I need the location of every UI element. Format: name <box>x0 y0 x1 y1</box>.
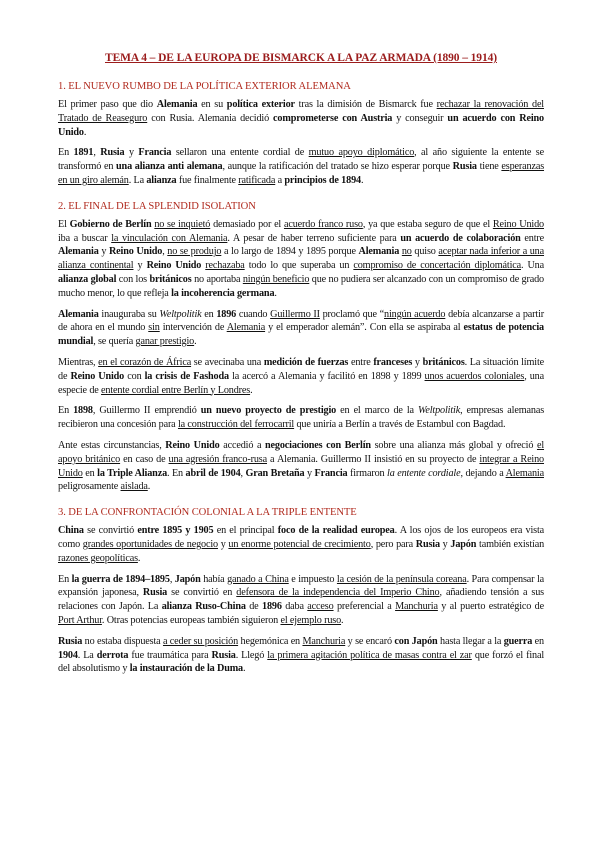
bold-text: Rusia <box>415 538 440 550</box>
text-run: preferencial a <box>333 601 396 613</box>
underlined-text: Alemania <box>226 322 266 334</box>
text-run: En <box>58 147 74 159</box>
text-run: entre <box>348 356 374 368</box>
text-run: a <box>275 174 285 186</box>
text-run: en <box>532 635 544 647</box>
bold-text: la crisis de Fashoda <box>144 370 229 382</box>
bold-text: Francia <box>314 467 348 479</box>
text-run: en <box>201 308 217 320</box>
text-run: , añadiendo tensión a sus relaciones con Japón. La <box>58 587 544 613</box>
underlined-text: ningún acuerdo <box>384 308 446 320</box>
bold-text: la instauración de la Duma <box>129 663 244 675</box>
bold-text: 1896 <box>216 308 237 320</box>
text-run: , <box>93 147 101 159</box>
bold-text: 1898 <box>73 405 93 417</box>
bold-text: con Japón <box>394 635 438 647</box>
text-run: tiene <box>476 161 502 173</box>
section-heading: 3. DE LA CONFRONTACIÓN COLONIAL A LA TRIPLE ENTENTE <box>58 507 357 519</box>
underlined-text: en el corazón de África <box>98 356 192 368</box>
text-run: . <box>243 663 246 675</box>
bold-text: la Triple Alianza <box>97 467 168 479</box>
bold-text: guerra <box>503 635 533 647</box>
text-run: . A los ojos de los europeos era vista como <box>58 525 545 550</box>
underlined-text: el ejemplo ruso <box>280 614 342 626</box>
text-run: en su <box>197 99 227 110</box>
text-run: cuando <box>236 308 271 320</box>
text-run: entre <box>520 232 544 244</box>
paragraph <box>58 573 544 628</box>
paragraph <box>58 98 544 139</box>
bold-text: 1891 <box>73 147 94 159</box>
bold-text: Alemania <box>156 99 198 110</box>
text-run: , empresas alemanas recibieron una concesión para <box>58 405 545 431</box>
bold-text: la guerra de 1894–1895 <box>71 573 170 585</box>
bold-text: principios de 1894 <box>284 174 361 186</box>
text-run: accedió a <box>219 439 265 451</box>
text-run: en <box>82 467 98 479</box>
text-run: que uniría a Berlín a través de Estambul con Bagdad. <box>294 419 506 431</box>
underlined-text: integrar a Reino Unido <box>58 453 545 479</box>
text-run: no aportaba <box>191 273 243 285</box>
text-run: , <box>162 246 168 258</box>
underlined-text: acuerdo franco ruso <box>283 218 363 230</box>
text-run: inauguraba su <box>98 308 160 320</box>
text-run: se convirtió en <box>167 587 237 599</box>
text-run: En <box>58 573 72 585</box>
text-run: . <box>341 614 344 626</box>
section-heading: 1. EL NUEVO RUMBO DE LA POLÍTICA EXTERIOR ALEMANA <box>58 81 351 92</box>
bold-text: Rusia <box>452 161 477 173</box>
text-run: daba <box>281 601 308 613</box>
italic-text: la entente cordiale <box>387 467 461 479</box>
text-run: tras la dimisión de Bismarck fue <box>294 99 437 110</box>
underlined-text: ratificada <box>238 174 276 186</box>
bold-text: Francia <box>138 147 172 159</box>
text-run: a lo largo de 1894 y 1895 porque <box>221 246 359 258</box>
paragraph <box>58 439 544 494</box>
text-run: no estaba dispuesta <box>82 635 163 647</box>
bold-text: Rusia <box>100 147 125 159</box>
bold-text: abril de 1904 <box>185 467 241 479</box>
bold-text: un acuerdo de colaboración <box>400 232 521 244</box>
underlined-text: Manchuria <box>395 601 438 613</box>
bold-text: medición de fuerzas <box>263 356 349 368</box>
italic-text: Weltpolitik <box>417 405 461 417</box>
text-run: proclamó que “ <box>319 308 384 320</box>
text-run: intervención de <box>159 322 227 334</box>
text-run: y conseguir <box>392 112 448 124</box>
bold-text: Reino Unido <box>165 439 220 451</box>
text-run: en el principal <box>213 525 278 537</box>
bold-text: Reino Unido <box>70 370 125 382</box>
underlined-text: el apoyo británico <box>58 439 545 465</box>
text-run: y <box>439 538 451 550</box>
text-run: de <box>245 601 262 613</box>
text-run: había <box>200 573 228 585</box>
bold-text: comprometerse con Austria <box>273 112 393 124</box>
text-run: todo lo que superaba un <box>244 260 354 272</box>
paragraph <box>58 404 544 432</box>
text-run: , <box>240 467 246 479</box>
bold-text: Japón <box>450 538 477 550</box>
text-run: , <box>169 573 175 585</box>
text-run: hasta llegar a la <box>437 635 504 647</box>
text-run: y al puerto estratégico de <box>437 601 544 613</box>
text-run: sobre una alianza más global y ofreció <box>370 439 537 451</box>
text-run: con <box>124 370 145 382</box>
text-run: . <box>83 126 87 138</box>
underlined-text: rechazaba <box>205 260 245 272</box>
underlined-text: no <box>401 246 412 258</box>
text-run: . Llegó <box>235 649 268 661</box>
text-run: El primer paso que dio <box>58 99 157 110</box>
text-run: fue traumática para <box>128 649 212 661</box>
sections-container <box>58 81 544 689</box>
text-run: la acercó a Alemania y facilitó en 1898 y 1899 <box>228 370 425 382</box>
text-run: y <box>133 260 147 272</box>
text-run: en caso de <box>120 453 169 465</box>
underlined-text: una agresión franco-rusa <box>168 453 267 465</box>
text-run: , aunque la ratificación del tratado se hizo esperar porque <box>222 161 453 173</box>
underlined-text: Reino Unido <box>492 218 544 230</box>
text-run: con los <box>116 273 150 285</box>
bold-text: Gobierno de Berlín <box>69 218 152 230</box>
text-run: En <box>58 405 74 417</box>
text-run: se avecinaba una <box>191 356 264 368</box>
text-run: , se quería <box>93 336 136 348</box>
bold-text: 1896 <box>262 601 282 613</box>
paragraph <box>58 635 544 676</box>
text-run: y el emperador alemán”. Con ella se aspiraba al <box>265 322 464 334</box>
text-run: . <box>274 287 277 299</box>
underlined-text: ningún beneficio <box>242 273 310 285</box>
bold-text: Rusia <box>142 587 168 599</box>
underlined-text: aceptar nada inferior a una alianza continental <box>58 246 545 272</box>
underlined-text: Manchuria <box>302 635 346 647</box>
text-run: se convirtió <box>83 525 138 537</box>
text-run: y se encaró <box>345 635 395 647</box>
underlined-text: ganar prestigio <box>135 336 195 348</box>
paragraph <box>58 524 544 565</box>
bold-text: británicos <box>422 356 465 368</box>
text-run: . Para compensar la expansión japonesa, <box>58 573 545 599</box>
underlined-text: ganado a China <box>227 573 289 585</box>
section-heading: 2. EL FINAL DE LA SPLENDID ISOLATION <box>58 200 256 212</box>
text-run: Mientras, <box>58 356 99 368</box>
document-title: TEMA 4 – DE LA EUROPA DE BISMARCK A LA PAZ ARMADA (1890 – 1914) <box>105 52 497 64</box>
bold-text: alianza <box>146 174 177 186</box>
text-run: firmaron <box>347 467 388 479</box>
text-run: Ante estas circunstancias, <box>58 439 166 451</box>
text-run: , al año siguiente la entente se transformó en <box>58 147 544 173</box>
underlined-text: rechazar la renovación del Tratado de Reaseguro <box>58 99 544 124</box>
text-run: . <box>147 481 151 493</box>
underlined-text: no se produjo <box>167 246 222 258</box>
text-run: que no pudiera ser alcanzado con un compromiso de grado mucho menor, lo que refleja <box>58 273 545 299</box>
text-run: e impuesto <box>288 573 337 585</box>
bold-text: una alianza anti alemana <box>116 161 223 173</box>
underlined-text: Alemania <box>505 467 544 479</box>
text-run: en el marco de la <box>336 405 418 417</box>
text-run: y <box>412 356 423 368</box>
bold-text: la incoherencia germana <box>171 287 275 299</box>
document-page <box>58 52 544 689</box>
underlined-text: defensora de la independencia del Imperio Chino <box>236 587 440 599</box>
text-run: iba a buscar <box>58 232 112 244</box>
text-run: y <box>98 246 109 258</box>
text-run: y <box>124 147 139 159</box>
text-run: , dejando a <box>460 467 506 479</box>
text-run: debía alcanzarse a partir de ahora en el mundo <box>58 308 545 334</box>
text-run: y <box>304 467 315 479</box>
bold-text: británicos <box>149 273 192 285</box>
text-run: , pero para <box>370 538 416 550</box>
text-run: . A pesar de haber terreno suficiente para <box>227 232 401 244</box>
italic-text: Weltpolitik <box>159 308 202 320</box>
underlined-text: la cesión de la península coreana <box>336 573 467 585</box>
text-run: , una especie de <box>58 370 545 396</box>
underlined-text: sin <box>148 322 160 334</box>
text-run: . <box>194 336 197 348</box>
underlined-text: esperanzas en un giro alemán <box>58 161 545 186</box>
bold-text: alianza Ruso-China <box>161 601 246 613</box>
text-run: . <box>137 552 141 564</box>
underlined-text: un enorme potencial de crecimiento <box>228 538 371 550</box>
text-run: . Una <box>521 260 544 272</box>
underlined-text: compromiso de concertación diplomática <box>353 260 521 272</box>
underlined-text: razones geopolíticas <box>58 552 138 564</box>
underlined-text: Guillermo II <box>270 308 320 320</box>
text-run: , ya que estaba seguro de que el <box>362 218 493 230</box>
text-run: . La situación límite de <box>58 356 544 382</box>
bold-text: Rusia <box>58 635 83 647</box>
bold-text: negociaciones con Berlín <box>265 439 371 451</box>
text-run: El <box>58 218 70 230</box>
text-run: hegemónica en <box>238 635 303 647</box>
bold-text: un acuerdo con Reino Unido <box>58 112 545 138</box>
text-run: fue finalmente <box>176 174 239 186</box>
bold-text: Alemania <box>358 246 400 258</box>
bold-text: Gran Bretaña <box>245 467 305 479</box>
underlined-text: a ceder su posición <box>162 635 239 647</box>
bold-text: Japón <box>174 573 201 585</box>
text-run: demasiado por el <box>210 218 284 230</box>
section-spacer <box>58 683 544 689</box>
bold-text: un nuevo proyecto de prestigio <box>200 405 337 417</box>
underlined-text: la vinculación con Alemania <box>111 232 228 244</box>
text-run: . Otras potencias europeas también siguieron <box>101 614 281 626</box>
underlined-text: acceso <box>307 601 334 613</box>
text-run: . La <box>128 174 147 186</box>
underlined-text: la primera agitación política de masas contra el zar <box>267 649 472 661</box>
underlined-text: unos acuerdos coloniales <box>424 370 525 382</box>
text-run: . <box>250 384 253 396</box>
underlined-text: Port Arthur <box>58 614 102 626</box>
paragraph <box>58 356 544 397</box>
bold-text: Reino Unido <box>146 260 202 272</box>
bold-text: alianza global <box>58 273 117 285</box>
bold-text: Alemania <box>58 308 99 320</box>
text-run: con Rusia. Alemania decidió <box>147 112 274 124</box>
bold-text: franceses <box>373 356 413 368</box>
bold-text: foco de la realidad europea <box>277 525 395 537</box>
underlined-text: mutuo apoyo diplomático <box>308 147 415 159</box>
paragraph <box>58 308 544 349</box>
text-run: a Alemania. Guillermo II insistió en su proyecto de <box>266 453 480 465</box>
bold-text: China <box>58 525 84 537</box>
text-run: también existían <box>476 538 545 550</box>
bold-text: derrota <box>96 649 129 661</box>
bold-text: Alemania <box>58 246 99 258</box>
text-run: peligrosamente <box>58 481 121 493</box>
text-run: y <box>217 538 229 550</box>
bold-text: Reino Unido <box>108 246 163 258</box>
underlined-text: no se inquietó <box>154 218 211 230</box>
bold-text: política exterior <box>226 99 295 110</box>
text-run: . <box>360 174 364 186</box>
underlined-text: grandes oportunidades de negocio <box>82 538 218 550</box>
text-run: que forzó el final del absolutismo y <box>58 649 545 675</box>
paragraph <box>58 218 544 301</box>
underlined-text: la construcción del ferrocarril <box>177 419 295 431</box>
text-run: . La <box>77 649 97 661</box>
text-run: , Guillermo II emprendió <box>92 405 201 417</box>
text-run: quiso <box>411 246 439 258</box>
bold-text: entre 1895 y 1905 <box>137 525 214 537</box>
bold-text: 1904 <box>58 649 78 661</box>
text-run: sellaron una entente cordial de <box>171 147 309 159</box>
bold-text: estatus de potencia mundial <box>58 322 544 348</box>
underlined-text: aislada <box>120 481 148 493</box>
underlined-text: entente cordial entre Berlín y Londres <box>101 384 251 396</box>
paragraph <box>58 146 544 187</box>
bold-text: Rusia <box>211 649 236 661</box>
text-run: . En <box>167 467 186 479</box>
